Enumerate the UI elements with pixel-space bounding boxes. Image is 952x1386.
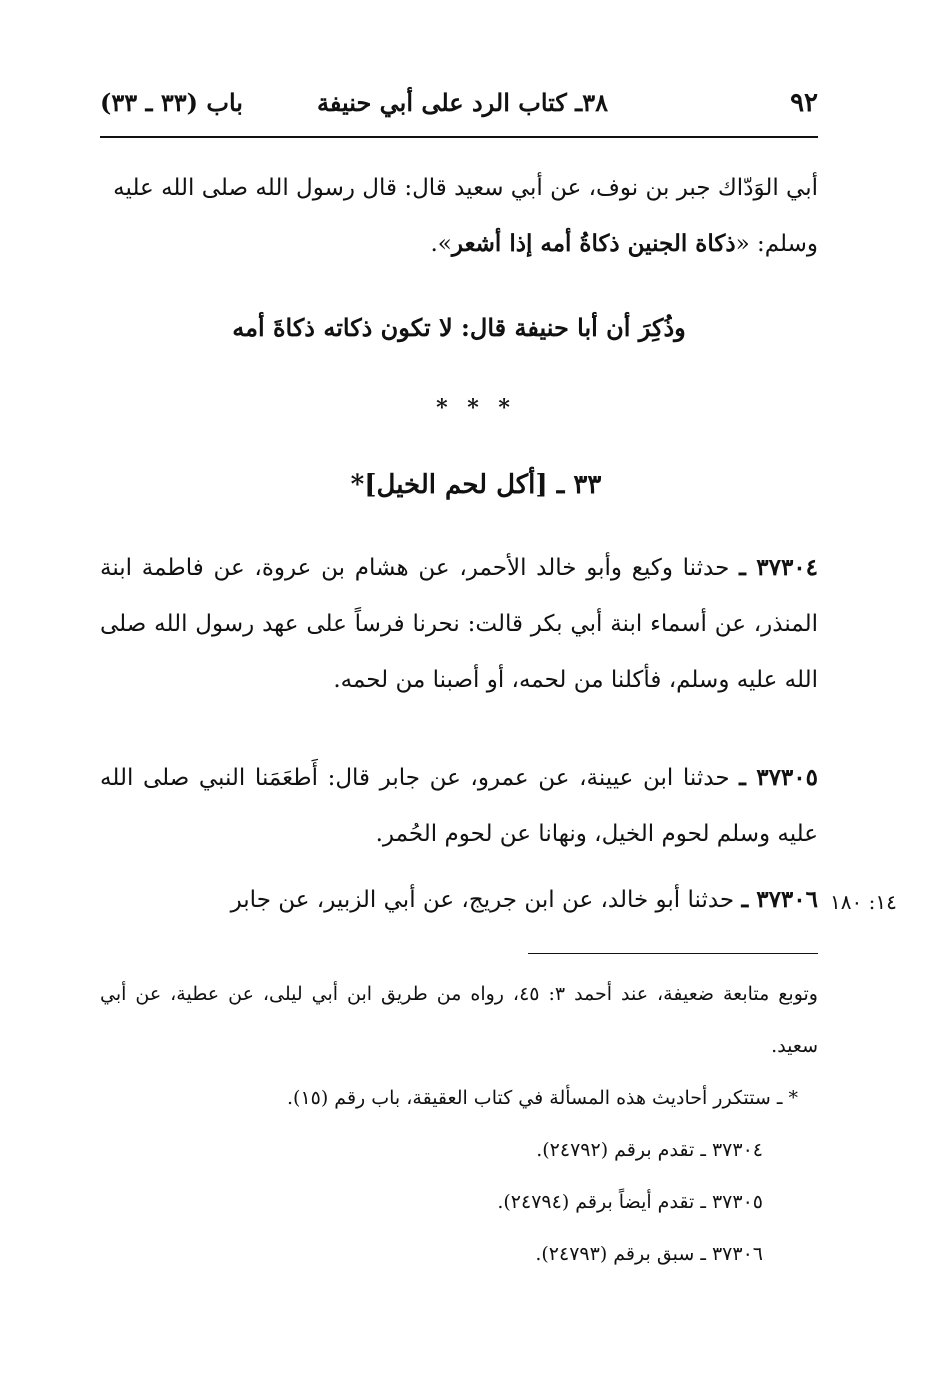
hadith-37304 [100, 540, 818, 708]
footnote-item: ٣٧٣٠٥ ـ تقدم أيضاً برقم (٢٤٧٩٤). [497, 1191, 763, 1213]
quote-close: ». [430, 231, 452, 257]
top-paragraph-line2 [100, 216, 818, 272]
abu-hanifa-statement: وذُكِرَ أن أبا حنيفة قال: لا تكون ذكاته ذكاةَ أمه [232, 313, 686, 342]
hadith-number: ٣٧٣٠٥ ـ [739, 764, 818, 791]
top-paragraph [100, 160, 818, 272]
book-title: ٣٨ـ كتاب الرد على أبي حنيفة [316, 88, 608, 117]
hadith-text: حدثنا وكيع وأبو خالد الأحمر، عن هشام بن عروة، عن فاطمة ابنة المنذر، عن أسماء ابنة أبي بكر قالت: نحرنا فرساً على عهد رسول الله صلى الله عليه وسلم، فأكلنا من لحمه، أو أصبنا من لحمه. [100, 555, 818, 693]
top-paragraph-line1: أبي الوَدّاك جبر بن نوف، عن أبي سعيد قال: قال رسول الله صلى الله عليه [113, 175, 818, 201]
footnote-continuation: وتوبع متابعة ضعيفة، عند أحمد ٣: ٤٥، رواه من طريق ابن أبي ليلى، عن عطية، عن أبي سعيد. [100, 983, 818, 1057]
running-header [100, 88, 818, 134]
section-title: ٣٣ ـ [أكل لحم الخيل]* [350, 470, 602, 500]
margin-reference: ١٤: ١٨٠ [830, 890, 897, 914]
hadith-text: حدثنا ابن عيينة، عن عمرو، عن جابر قال: أَطعَمَنا النبي صلى الله عليه وسلم لحوم الخيل، ونهانا عن لحوم الحُمر. [100, 765, 818, 847]
footnote-rule [528, 953, 818, 954]
separator-stars: * * * [436, 395, 516, 421]
footnote-item: ٣٧٣٠٤ ـ تقدم برقم (٢٤٧٩٢). [536, 1139, 763, 1161]
chapter-range: باب (٣٣ ـ ٣٣) [100, 88, 243, 117]
quote-open: وسلم: « [735, 231, 818, 257]
hadith-number: ٣٧٣٠٦ ـ [741, 886, 818, 913]
hadith-37306 [100, 872, 818, 928]
hadith-37305 [100, 750, 818, 862]
footnotes [100, 968, 818, 1280]
page-number: ٩٢ [790, 88, 818, 118]
footnote-star: * ـ ستتكرر أحاديث هذه المسألة في كتاب العقيقة، باب رقم (١٥). [286, 1087, 798, 1109]
hadith-number: ٣٧٣٠٤ ـ [739, 554, 819, 581]
hadith-text: حدثنا أبو خالد، عن ابن جريج، عن أبي الزبير، عن جابر [230, 887, 735, 913]
header-rule [100, 136, 818, 138]
footnote-item: ٣٧٣٠٦ ـ سبق برقم (٢٤٧٩٣). [535, 1243, 763, 1265]
quoted-hadith: ذكاة الجنين ذكاةُ أمه إذا أشعر [451, 230, 736, 257]
